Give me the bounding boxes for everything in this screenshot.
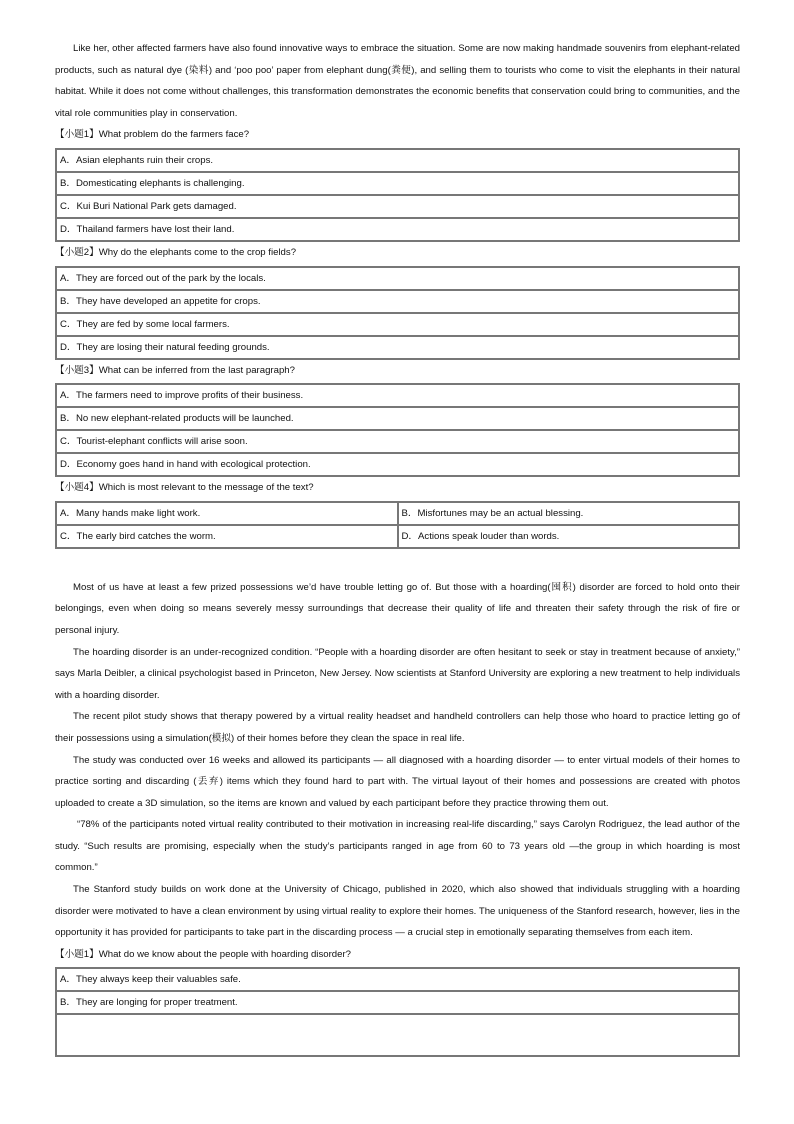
options-table bbox=[55, 383, 740, 477]
option-d[interactable]: D．They are losing their natural feeding grounds. bbox=[56, 336, 739, 359]
option-b[interactable]: B．Domesticating elephants is challenging. bbox=[56, 172, 739, 195]
passage1-paragraph: Like her, other affected farmers have also found innovative ways to embrace the situation. Some are now making handmade souvenirs from elephant-related products, such as natural dye (染料) and ‘poo poo’ paper from elephant dung(粪便), and selling them to tourists who come to visit the elephants in their natural habitat. While it does not come without challenges, this transformation demonstrates the economic benefits that conservation could bring to communities, and the vital role communities play in conservation. bbox=[55, 43, 740, 119]
option-b[interactable]: B．No new elephant-related products will be launched. bbox=[56, 407, 739, 430]
option-c[interactable]: C．Kui Buri National Park gets damaged. bbox=[56, 195, 739, 218]
passage2-paragraph: The hoarding disorder is an under-recognized condition. “People with a hoarding disorder are often hesitant to seek or stay in treatment because of anxiety,” says Marla Deibler, a clinical psychologist based in Princeton, New Jersey. Now scientists at Stanford University are exploring a new treatment to help individuals with a hoarding disorder. bbox=[55, 646, 740, 701]
question-title: 【小题4】Which is most relevant to the message of the text? bbox=[55, 482, 314, 494]
passage2-paragraph: The Stanford study builds on work done at the University of Chicago, published in 2020, which also showed that individuals struggling with a hoarding disorder were motivated to have a clean environment by using virtual reality to explore their homes. The uniqueness of the Stanford research, however, lies in the opportunity it has provided for participants to take part in the discarding process — a crucial step in emotionally separating themselves from each item. bbox=[55, 884, 740, 939]
option-a[interactable]: A．They always keep their valuables safe. bbox=[56, 968, 739, 991]
option-b[interactable]: B．They have developed an appetite for crops. bbox=[56, 290, 739, 313]
option-empty bbox=[56, 1014, 739, 1056]
option-c[interactable]: C．Tourist-elephant conflicts will arise soon. bbox=[56, 430, 739, 453]
options-table bbox=[55, 148, 740, 242]
option-a[interactable]: A．Many hands make light work. bbox=[56, 502, 398, 525]
question-title: 【小题2】Why do the elephants come to the crop fields? bbox=[55, 246, 297, 258]
option-b[interactable]: B．They are longing for proper treatment. bbox=[56, 991, 739, 1014]
options-table bbox=[55, 967, 740, 1057]
passage2-paragraph: “78% of the participants noted virtual reality contributed to their motivation in increasing real-life discarding,” says Carolyn Rodriguez, the lead author of the study. “Such results are promising, especially when the study’s participants ranged in age from 60 to 73 years old —the group in which hoarding is most common.” bbox=[55, 819, 740, 874]
option-a[interactable]: A．Asian elephants ruin their crops. bbox=[56, 149, 739, 172]
option-d[interactable]: D．Actions speak louder than words. bbox=[398, 525, 740, 548]
options-table bbox=[55, 266, 740, 360]
passage2-paragraph: The study was conducted over 16 weeks and allowed its participants — all diagnosed with a hoarding disorder — to enter virtual models of their homes to practice sorting and discarding (丢弃) items which they found hard to part with. The virtual layout of their homes and possessions are created with photos uploaded to create a 3D simulation, so the items are known and valued by each participant before they practice throwing them out. bbox=[55, 754, 740, 809]
options-table bbox=[55, 501, 740, 549]
option-a[interactable]: A．They are forced out of the park by the locals. bbox=[56, 267, 739, 290]
question-title: 【小题3】What can be inferred from the last paragraph? bbox=[55, 364, 295, 376]
option-a[interactable]: A．The farmers need to improve profits of their business. bbox=[56, 384, 739, 407]
option-b[interactable]: B．Misfortunes may be an actual blessing. bbox=[398, 502, 740, 525]
question-title: 【小题1】What problem do the farmers face? bbox=[55, 129, 250, 141]
section-gap bbox=[55, 549, 740, 577]
passage2-paragraph: The recent pilot study shows that therapy powered by a virtual reality headset and handheld controllers can help those who hoard to practice letting go of their possessions using a simulation(模拟) of their homes before they clean the space in real life. bbox=[55, 711, 740, 744]
option-d[interactable]: D．Thailand farmers have lost their land. bbox=[56, 218, 739, 241]
option-c[interactable]: C．They are fed by some local farmers. bbox=[56, 313, 739, 336]
document-page bbox=[55, 38, 740, 1057]
question-title: 【小题1】What do we know about the people with hoarding disorder? bbox=[55, 948, 351, 960]
option-d[interactable]: D．Economy goes hand in hand with ecological protection. bbox=[56, 453, 739, 476]
passage2-paragraph: Most of us have at least a few prized possessions we’d have trouble letting go of. But those with a hoarding(囤积) disorder are forced to hold onto their belongings, even when doing so means severely messy surroundings that decrease their quality of life and threaten their safety through the risk of fire or personal injury. bbox=[55, 581, 740, 636]
option-c[interactable]: C．The early bird catches the worm. bbox=[56, 525, 398, 548]
